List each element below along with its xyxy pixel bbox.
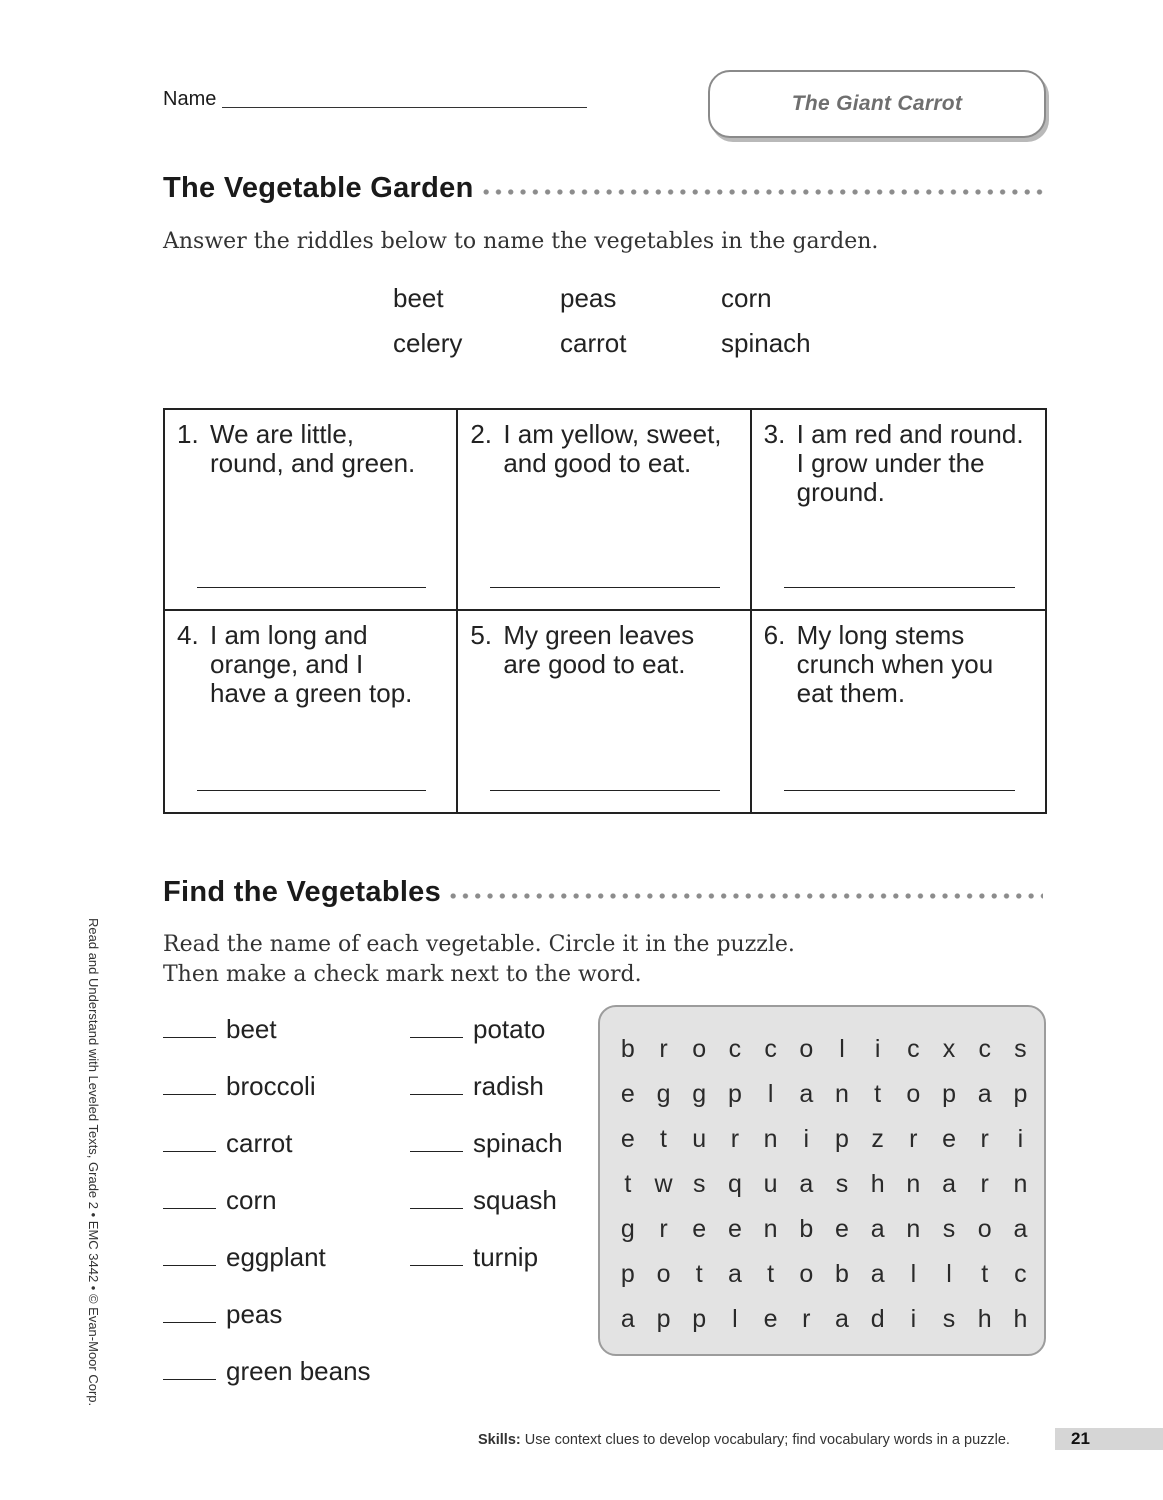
puzzle-row [610, 1027, 1048, 1072]
check-blank[interactable] [163, 1188, 216, 1209]
puzzle-letter[interactable]: p [1013, 1080, 1028, 1108]
puzzle-letter[interactable]: r [980, 1170, 989, 1198]
word-list-word: squash [473, 1185, 557, 1215]
puzzle-letter[interactable]: z [871, 1125, 884, 1153]
word-list-word: eggplant [226, 1242, 326, 1272]
word-list-item [163, 1299, 371, 1356]
word-list-item [163, 1071, 371, 1128]
puzzle-letter[interactable]: e [727, 1215, 742, 1243]
puzzle-row [610, 1117, 1048, 1162]
page-number: 21 [1071, 1429, 1090, 1448]
check-blank[interactable] [163, 1359, 216, 1380]
riddle-number: 5. [470, 620, 493, 650]
riddle-cell [458, 611, 751, 812]
check-blank[interactable] [163, 1302, 216, 1323]
riddle-cell [752, 410, 1045, 611]
puzzle-letter[interactable]: i [1017, 1125, 1024, 1153]
word-list-item [163, 1128, 371, 1185]
puzzle-letter[interactable]: x [942, 1035, 956, 1063]
word-bank-item: spinach [721, 328, 811, 358]
puzzle-letter[interactable]: g [692, 1080, 707, 1108]
puzzle-letter[interactable]: t [695, 1260, 703, 1288]
name-label: Name [163, 88, 217, 110]
puzzle-letter[interactable]: e [620, 1125, 635, 1153]
puzzle-letter[interactable]: a [1013, 1215, 1028, 1243]
section-title: The Vegetable Garden [163, 172, 474, 204]
check-blank[interactable] [163, 1074, 216, 1095]
word-list-item [410, 1242, 563, 1299]
puzzle-letter[interactable]: r [659, 1215, 668, 1243]
puzzle-letter[interactable]: s [1014, 1035, 1027, 1063]
check-blank[interactable] [410, 1017, 463, 1038]
story-title: The Giant Carrot [791, 92, 963, 115]
riddle-cell [752, 611, 1045, 812]
puzzle-letter[interactable]: r [730, 1125, 740, 1153]
puzzle-letter[interactable]: o [906, 1080, 921, 1108]
section-heading-find-vegetables [163, 876, 1043, 909]
word-search-puzzle [598, 1005, 1046, 1356]
puzzle-letter[interactable]: o [977, 1215, 992, 1243]
puzzle-letter[interactable]: n [1013, 1170, 1028, 1198]
puzzle-letter[interactable]: r [802, 1305, 811, 1333]
puzzle-letter[interactable]: i [874, 1035, 881, 1063]
word-list-word: beet [226, 1014, 277, 1044]
puzzle-letter[interactable]: l [910, 1260, 917, 1288]
check-blank[interactable] [410, 1188, 463, 1209]
puzzle-letter[interactable]: t [767, 1260, 775, 1288]
check-blank[interactable] [410, 1131, 463, 1152]
skills-label: Skills: [478, 1432, 521, 1448]
answer-line[interactable] [197, 790, 426, 791]
puzzle-letter[interactable]: p [727, 1080, 742, 1108]
word-list-item [410, 1185, 563, 1242]
puzzle-letter[interactable]: e [942, 1125, 956, 1153]
puzzle-row [610, 1072, 1048, 1117]
puzzle-letter[interactable]: l [732, 1305, 738, 1333]
puzzle-letter[interactable]: s [692, 1170, 706, 1198]
puzzle-letter[interactable]: a [977, 1080, 992, 1108]
puzzle-letter[interactable]: p [942, 1080, 956, 1108]
check-blank[interactable] [410, 1074, 463, 1095]
word-list-item [410, 1128, 563, 1185]
puzzle-letter[interactable]: c [978, 1035, 991, 1063]
word-list-word: broccoli [226, 1071, 316, 1101]
puzzle-letter[interactable]: n [835, 1080, 849, 1108]
riddle-text: I am yellow, sweet, and good to eat. [503, 419, 722, 478]
puzzle-letter[interactable]: h [977, 1305, 992, 1333]
word-list-word: radish [473, 1071, 544, 1101]
answer-line[interactable] [784, 587, 1015, 588]
riddle-text: We are little, round, and green. [210, 419, 416, 478]
puzzle-letter[interactable]: n [763, 1125, 778, 1153]
riddle-cell [165, 611, 458, 812]
puzzle-letter[interactable]: o [799, 1260, 814, 1288]
puzzle-letter[interactable]: e [692, 1215, 707, 1243]
puzzle-letter[interactable]: g [620, 1215, 635, 1243]
check-blank[interactable] [163, 1245, 216, 1266]
answer-line[interactable] [490, 790, 719, 791]
puzzle-letter[interactable]: t [981, 1260, 989, 1288]
puzzle-letter[interactable]: a [799, 1170, 814, 1198]
puzzle-letter[interactable]: a [835, 1305, 849, 1333]
check-blank[interactable] [163, 1017, 216, 1038]
instructions [163, 930, 795, 990]
word-list-word: spinach [473, 1128, 563, 1158]
check-blank[interactable] [163, 1131, 216, 1152]
word-list-word: potato [473, 1014, 546, 1044]
riddle-cell [165, 410, 458, 611]
puzzle-letter[interactable]: g [656, 1080, 671, 1108]
word-bank-item: carrot [560, 328, 627, 358]
skills-note [478, 1432, 1010, 1448]
puzzle-letter[interactable]: b [620, 1035, 635, 1063]
riddle-text: My long stems crunch when you eat them. [796, 620, 994, 708]
puzzle-letter[interactable]: e [763, 1305, 778, 1333]
riddle-text: My green leaves are good to eat. [503, 620, 695, 679]
word-list-item [410, 1071, 563, 1128]
riddle-number: 1. [177, 419, 199, 449]
puzzle-letter[interactable]: u [692, 1125, 707, 1153]
riddle-text: I am long and orange, and I have a green top. [210, 620, 413, 708]
riddle-number: 3. [763, 419, 786, 449]
puzzle-letter[interactable]: c [907, 1035, 920, 1063]
skills-text: Use context clues to develop vocabulary; find vocabulary words in a puzzle. [524, 1432, 1010, 1448]
word-list-word: green beans [226, 1356, 371, 1386]
puzzle-row [610, 1297, 1048, 1342]
word-list-word: peas [226, 1299, 283, 1329]
puzzle-letter[interactable]: s [942, 1305, 956, 1333]
puzzle-letter[interactable]: i [803, 1125, 810, 1153]
puzzle-letter[interactable]: o [799, 1035, 814, 1063]
puzzle-letter[interactable]: l [767, 1080, 774, 1108]
instructions: Answer the riddles below to name the vegetables in the garden. [163, 229, 879, 254]
puzzle-letter[interactable]: e [620, 1080, 635, 1108]
puzzle-letter[interactable]: t [624, 1170, 632, 1198]
puzzle-letter[interactable]: o [692, 1035, 707, 1063]
puzzle-letter[interactable]: p [620, 1260, 635, 1288]
section-heading-vegetable-garden [163, 172, 1043, 205]
word-bank-item: corn [721, 283, 772, 313]
puzzle-letter[interactable]: a [942, 1170, 956, 1198]
puzzle-letter[interactable]: t [660, 1125, 667, 1153]
puzzle-letter[interactable]: b [799, 1215, 814, 1243]
puzzle-letter[interactable]: l [946, 1260, 952, 1288]
riddle-number: 4. [177, 620, 199, 650]
puzzle-row [610, 1207, 1048, 1252]
puzzle-letter[interactable]: u [763, 1170, 778, 1198]
puzzle-letter[interactable]: p [656, 1305, 671, 1333]
puzzle-letter[interactable]: r [909, 1125, 918, 1153]
puzzle-letter[interactable]: n [906, 1215, 921, 1243]
riddle-number: 6. [763, 620, 786, 650]
puzzle-letter[interactable]: t [874, 1080, 882, 1108]
check-blank[interactable] [410, 1245, 463, 1266]
dotted-rule [447, 893, 1043, 899]
puzzle-letter[interactable]: a [727, 1260, 742, 1288]
puzzle-row [610, 1252, 1048, 1297]
puzzle-grid [610, 1027, 1048, 1342]
puzzle-letter[interactable]: w [654, 1170, 673, 1198]
puzzle-letter[interactable]: c [728, 1035, 742, 1063]
puzzle-letter[interactable]: a [870, 1215, 885, 1243]
puzzle-letter[interactable]: d [870, 1305, 885, 1333]
word-list-word: corn [226, 1185, 277, 1215]
puzzle-letter[interactable]: e [835, 1215, 849, 1243]
puzzle-row [610, 1162, 1048, 1207]
puzzle-letter[interactable]: a [799, 1080, 814, 1108]
copyright-credit: Read and Understand with Leveled Texts, Grade 2 • EMC 3442 • © Evan-Moor Corp. [86, 918, 101, 1407]
riddle-text: I am red and round. I grow under the ground. [796, 419, 1024, 507]
puzzle-letter[interactable]: n [763, 1215, 778, 1243]
word-list-item [163, 1356, 371, 1413]
dotted-rule [480, 189, 1043, 195]
puzzle-letter[interactable]: o [656, 1260, 671, 1288]
word-list-item [410, 1014, 563, 1071]
puzzle-letter[interactable]: i [910, 1305, 917, 1333]
instructions-line: Read the name of each vegetable. Circle it in the puzzle. [163, 932, 795, 957]
puzzle-letter[interactable]: s [835, 1170, 849, 1198]
story-title-box [708, 70, 1046, 138]
word-list-right [410, 1014, 563, 1299]
word-list-item [163, 1014, 371, 1071]
word-list-item [163, 1185, 371, 1242]
riddle-number: 2. [470, 419, 493, 449]
puzzle-letter[interactable]: n [906, 1170, 921, 1198]
word-list-word: carrot [226, 1128, 293, 1158]
riddle-table [163, 408, 1047, 814]
puzzle-letter[interactable]: h [1013, 1305, 1028, 1333]
answer-line[interactable] [197, 587, 426, 588]
word-bank-item: peas [560, 283, 617, 313]
answer-line[interactable] [784, 790, 1015, 791]
puzzle-letter[interactable]: h [870, 1170, 885, 1198]
puzzle-letter[interactable]: b [835, 1260, 849, 1288]
word-bank-item: celery [393, 328, 463, 358]
word-list-item [163, 1242, 371, 1299]
puzzle-letter[interactable]: a [870, 1260, 885, 1288]
puzzle-letter[interactable]: p [835, 1125, 849, 1153]
puzzle-letter[interactable]: l [839, 1035, 845, 1063]
word-bank [393, 282, 833, 359]
puzzle-letter[interactable]: r [659, 1035, 668, 1063]
puzzle-letter[interactable]: q [727, 1170, 742, 1198]
puzzle-letter[interactable]: c [1014, 1260, 1027, 1288]
answer-line[interactable] [490, 587, 719, 588]
instructions-line: Then make a check mark next to the word. [163, 962, 642, 987]
puzzle-letter[interactable]: r [980, 1125, 989, 1153]
puzzle-letter[interactable]: s [942, 1215, 956, 1243]
puzzle-letter[interactable]: c [764, 1035, 777, 1063]
riddle-cell [458, 410, 751, 611]
puzzle-letter[interactable]: p [692, 1305, 707, 1333]
word-list-word: turnip [473, 1242, 539, 1272]
puzzle-letter[interactable]: a [620, 1305, 635, 1333]
word-bank-item: beet [393, 283, 444, 313]
name-line[interactable] [222, 107, 587, 108]
section-title: Find the Vegetables [163, 876, 442, 908]
word-list-left [163, 1014, 371, 1413]
